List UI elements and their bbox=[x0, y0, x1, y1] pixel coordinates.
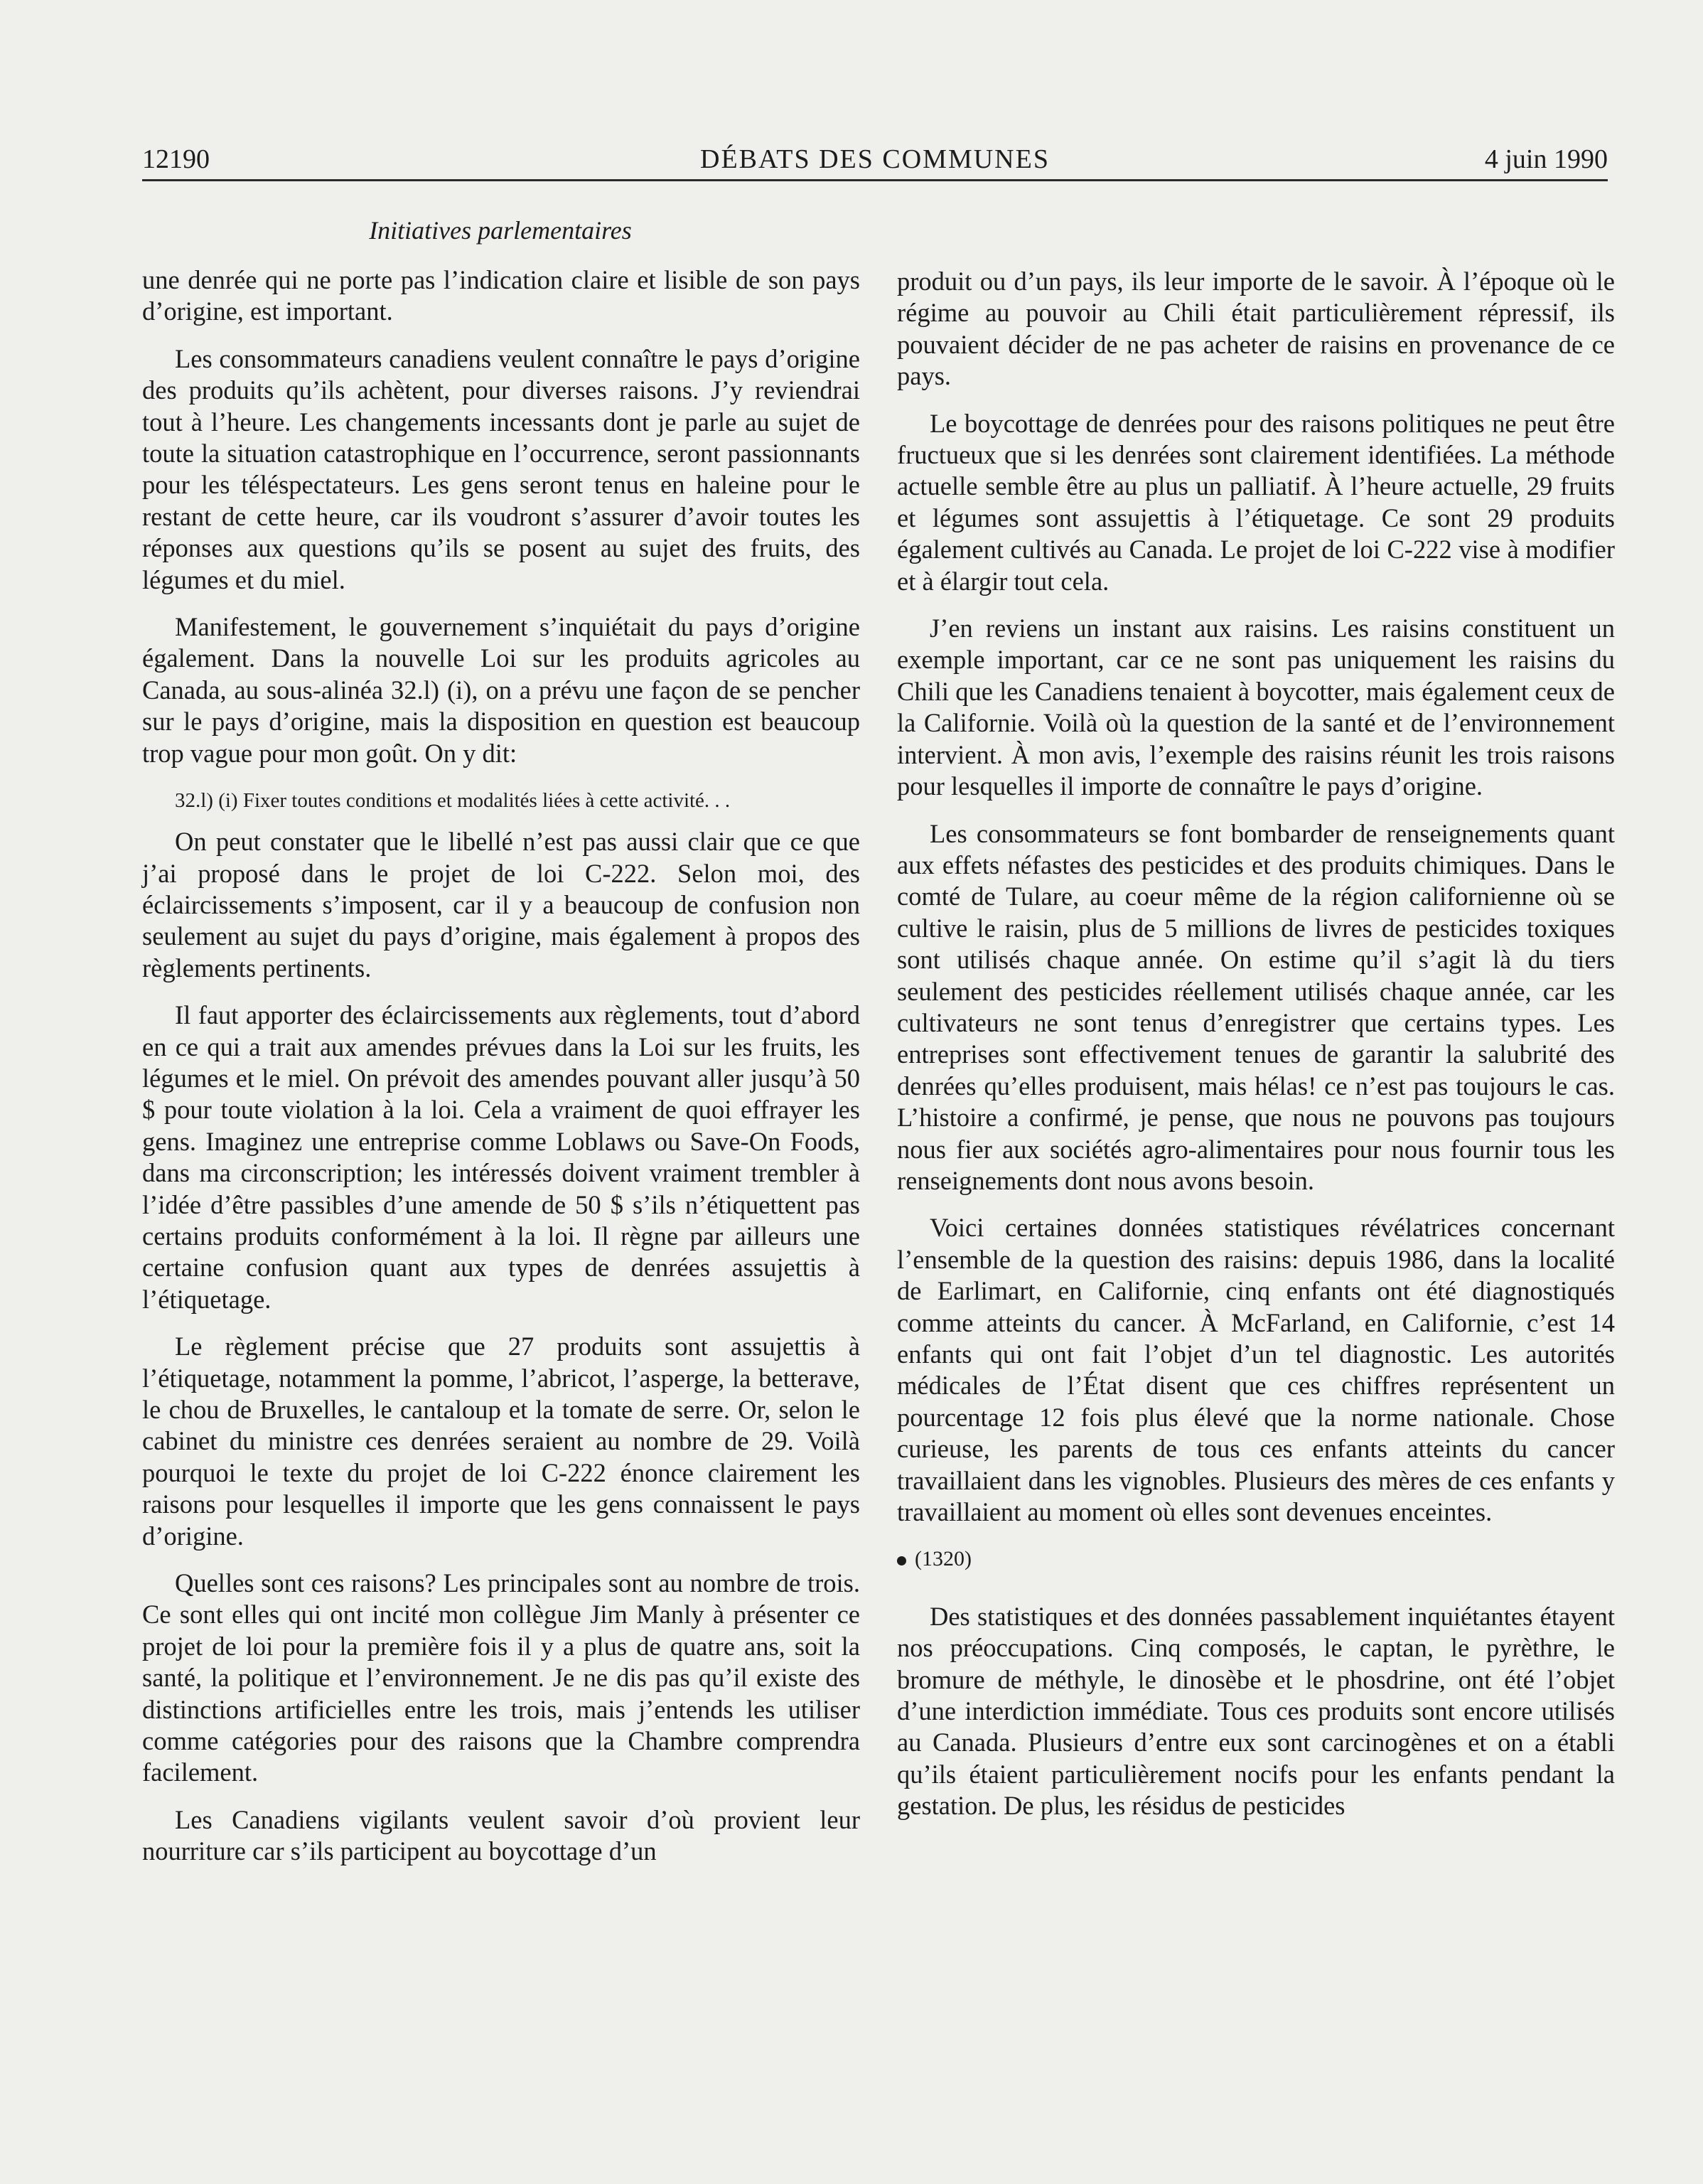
time-stamp: (1320) bbox=[915, 1547, 972, 1571]
paragraph: Manifestement, le gouvernement s’inquiétait du pays d’origine également. Dans la nouvelle Loi sur les produits agricoles au Canada, au sous-alinéa 32.l) (i), on a prévu une façon de se pencher sur le pays d’origine, mais la disposition en question est beaucoup trop vague pour mon goût. On y dit: bbox=[142, 612, 860, 768]
right-column bbox=[897, 266, 1615, 1838]
paragraph: Quelles sont ces raisons? Les principales sont au nombre de trois. Ce sont elles qui ont incité mon collègue Jim Manly à présenter ce projet de loi pour la première fois il y a plus de quatre ans, soit la santé, la politique et l’environnement. Je ne dis pas qu’il existe des distinctions artificielles entre les trois, mais j’entends les utiliser comme catégories pour des raisons que la Chambre comprendra facilement. bbox=[142, 1568, 860, 1787]
section-title: Initiatives parlementaires bbox=[369, 216, 632, 245]
paragraph: Les consommateurs canadiens veulent connaître le pays d’origine des produits qu’ils achètent, pour diverses raisons. J’y reviendrai tout à l’heure. Les changements incessants dont je parle au sujet de toute la situation catastrophique en l’occurrence, seront passionnants pour les téléspectateurs. Les gens seront tenus en haleine pour le restant de cette heure, car ils voudront s’assurer d’avoir toutes les réponses aux questions qu’ils se posent au sujet des fruits, des légumes et du miel. bbox=[142, 343, 860, 594]
publication-date: 4 juin 1990 bbox=[1484, 144, 1608, 174]
paragraph: Le boycottage de denrées pour des raisons politiques ne peut être fructueux que si les denrées sont clairement identifiées. La méthode actuelle semble être au plus un palliatif. À l’heure actuelle, 29 fruits et légumes sont assujettis à l’étiquetage. Ce sont 29 produits également cultivés au Canada. Le projet de loi C-222 vise à modifier et à élargir tout cela. bbox=[897, 408, 1615, 596]
paragraph: On peut constater que le libellé n’est pas aussi clair que ce que j’ai proposé dans le projet de loi C-222. Selon moi, des éclaircissements s’imposent, car il y a beaucoup de confusion non seulement au sujet du pays d’origine, mais également à propos des règlements pertinents. bbox=[142, 827, 860, 983]
paragraph: Les Canadiens vigilants veulent savoir d’où provient leur nourriture car s’ils participent au boycottage d’un bbox=[142, 1804, 860, 1866]
paragraph: J’en reviens un instant aux raisins. Les raisins constituent un exemple important, car ce ne sont pas uniquement les raisins du Chili que les Canadiens tenaient à boycotter, mais également ceux de la Californie. Voilà où la question de la santé et de l’environnement intervient. À mon avis, l’exemple des raisins réunit les trois raisons pour lesquelles il importe de connaître le pays d’origine. bbox=[897, 614, 1615, 801]
paragraph: Il faut apporter des éclaircissements aux règlements, tout d’abord en ce qui a trait aux amendes prévues dans la Loi sur les fruits, les légumes et le miel. On prévoit des amendes pouvant aller jusqu’à 50 $ pour toute violation à la loi. Cela a vraiment de quoi effrayer les gens. Imaginez une entreprise comme Loblaws ou Save-On Foods, dans ma circonscription; les intéressés doivent vraiment trembler à l’idée d’être passibles d’une amende de 50 $ s’ils n’étiquettent pas certains produits conformément à la loi. Il règne par ailleurs une certaine confusion quant aux types de denrées assujettis à l’étiquetage. bbox=[142, 1000, 860, 1314]
paragraph: produit ou d’un pays, ils leur importe de le savoir. À l’époque où le régime au pouvoir au Chili était particulièrement répressif, ils pouvaient décider de ne pas acheter de raisins en provenance de ce pays. bbox=[897, 267, 1615, 391]
paragraph: Voici certaines données statistiques révélatrices concernant l’ensemble de la question des raisins: depuis 1986, dans la localité de Earlimart, en Californie, cinq enfants ont été diagnostiqués comme atteints du cancer. À McFarland, en Californie, c’est 14 enfants qui ont fait l’objet d’un tel diagnostic. Les autorités médicales de l’État disent que ces chiffres représentent un pourcentage 12 fois plus élevé que la norme nationale. Chose curieuse, les parents de tous ces enfants atteints du cancer travaillaient dans les vignobles. Plusieurs des mères de ces enfants y travaillaient au moment où elles sont devenues enceintes. bbox=[897, 1213, 1615, 1527]
time-marker bbox=[897, 1543, 1615, 1575]
page-number: 12190 bbox=[142, 144, 210, 174]
paragraph: Les consommateurs se font bombarder de renseignements quant aux effets néfastes des pesticides et des produits chimiques. Dans le comté de Tulare, au coeur même de la région californienne où se cultive le raisin, plus de 5 millions de livres de pesticides toxiques sont utilisés chaque année. On estime qu’il s’agit là du tiers seulement des pesticides réellement utilisés chaque année, car les cultivateurs ne sont tenus d’enregistrer que certains types. Les entreprises sont effectivement tenues de garantir la salubrité des denrées qu’elles produisent, mais hélas! ce n’est pas toujours le cas. L’histoire a confirmé, je pense, que nous ne pouvons pas toujours nous fier aux sociétés agro-alimentaires pour nous fournir tous les renseignements dont nous avons besoin. bbox=[897, 818, 1615, 1195]
bullet-icon bbox=[897, 1556, 906, 1565]
left-column bbox=[142, 264, 860, 1883]
page-header bbox=[142, 139, 1608, 179]
publication-title: DÉBATS DES COMMUNES bbox=[700, 144, 1050, 174]
paragraph: une denrée qui ne porte pas l’indication claire et lisible de son pays d’origine, est important. bbox=[142, 265, 860, 326]
quoted-text: 32.l) (i) Fixer toutes conditions et modalités liées à cette activité. . . bbox=[175, 789, 731, 813]
header-rule bbox=[142, 179, 1608, 181]
paragraph: Des statistiques et des données passablement inquiétantes étayent nos préoccupations. Cinq composés, le captan, le pyrèthre, le bromure de méthyle, le dinosèbe et le phosdrine, ont été l’objet d’une interdiction immédiate. Tous ces produits sont encore utilisés au Canada. Plusieurs d’entre eux sont carcinogènes et on a établi qu’ils étaient particulièrement nocifs pour les enfants pendant la gestation. De plus, les résidus de pesticides bbox=[897, 1601, 1615, 1821]
paragraph: Le règlement précise que 27 produits sont assujettis à l’étiquetage, notamment la pomme, l’abricot, l’asperge, la betterave, le chou de Bruxelles, le cantaloup et la tomate de serre. Or, selon le cabinet du ministre ces denrées seraient au nombre de 29. Voilà pourquoi le texte du projet de loi C-222 énonce clairement les raisons pour lesquelles il importe que les gens connaissent le pays d’origine. bbox=[142, 1332, 860, 1551]
